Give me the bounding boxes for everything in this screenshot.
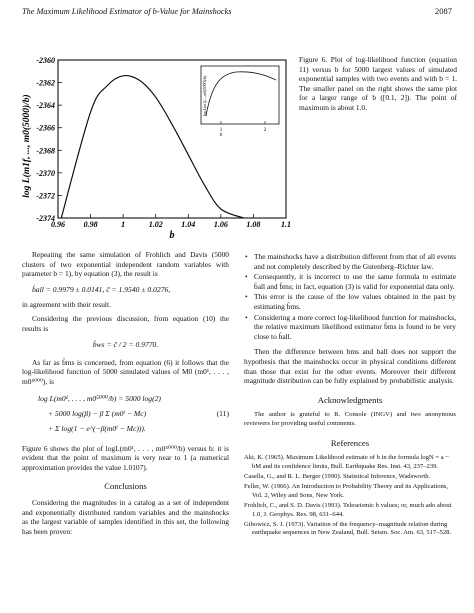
- inset-plot: [201, 66, 279, 138]
- y-tick-label: -2374: [36, 214, 55, 223]
- references-heading: References: [330, 437, 370, 448]
- y-tick-label: -2368: [36, 146, 55, 156]
- inset-x-tick: 1: [219, 128, 223, 133]
- paragraph: Figure 6 shows the plot of logL(m0¹, . . . , m0⁵⁰⁰⁰/b) versus b: it is evident that the point of maximum is very near to 1 (a numerical approximation provides the value 1.0107).: [22, 443, 229, 472]
- reference-item: Gibowicz, S. J. (1973). Variation of the frequency–magnitude relation during earthquake sequences in New Zealand, Bull. Seism. Soc. Am. 63, 517–528.: [244, 520, 452, 537]
- x-tick-label: 1.06: [213, 220, 228, 229]
- x-axis-label: b: [169, 230, 175, 240]
- x-tick-label: 1.1: [281, 220, 291, 229]
- list-item: • The mainshocks have a distribution different from that of all events and not completely described by the Gutenberg–Richter law.: [254, 252, 456, 271]
- reference-item: Aki, K. (1965). Maximum Likelihood estimate of b in the formula logN = a − bM and its confidence limits, Bull. Earthquake Res. Inst. 43, 237–239.: [244, 454, 450, 470]
- y-axis-label: log L(m1f, ..., m0(5000)/b): [22, 94, 32, 198]
- left-column: [22, 250, 229, 536]
- figure-6-chart: [18, 54, 293, 240]
- y-tick-label: -2362: [36, 78, 55, 88]
- x-tick-label: 1.08: [246, 220, 261, 229]
- x-axis-ticks: [51, 214, 291, 229]
- y-tick-label: -2366: [36, 123, 55, 133]
- x-tick-label: 0.98: [83, 220, 98, 229]
- list-item: • Consequently, it is incorrect to use the same formula to estimate b̂all and b̂ms; in fact, equation (3) is valid for exponential data only.: [254, 272, 456, 291]
- y-tick-label: -2372: [36, 191, 55, 201]
- paragraph: Considering the magnitudes in a catalog as a set of independent and exponentially distributed random variables and the mainshocks as the largest variable of samples identified in this set, the following has been proven:: [22, 497, 229, 536]
- list-item: • Considering a more correct log-likelihood function for mainshocks, the relative maximum likelihood estimator b̂ms is found to be very close to b̂all.: [254, 313, 456, 342]
- right-column: [244, 252, 456, 540]
- equation-bws: b̂ws = ĉ / 2 = 0.9770.: [92, 340, 159, 350]
- x-tick-label: 1.04: [181, 220, 196, 229]
- equation-ball: b̂all = 0.9979 ± 0.0141, ĉ = 1.9540 ± 0.0276,: [32, 284, 171, 294]
- inset-x-tick: 2: [263, 128, 267, 133]
- inset-x-label: b: [219, 133, 223, 138]
- conclusions-list: [244, 252, 456, 341]
- running-title: The Maximum Likelihood Estimator of b-Value for Mainshocks: [22, 7, 232, 16]
- acknowledgments-heading: Acknowledgments: [317, 394, 383, 405]
- x-tick-label: 0.96: [51, 220, 65, 229]
- y-tick-label: -2360: [36, 56, 55, 65]
- paragraph: Considering the previous discussion, from equation (10) the results is: [22, 313, 229, 333]
- paragraph: As far as b̂ms is concerned, from equation (6) it follows that the log-likelihood function of 5000 simulated values of M0 (m0¹, . . . , m0⁵⁰⁰⁰), is: [22, 357, 229, 386]
- equation-line: + 5000 log(β) − β Σ (m0ⁱ − Mc): [48, 408, 147, 418]
- reference-item: Frohlich, C., and S. D. Davis (1993). Teleseismic b values; or, much ado about 1.0, J. Geophys. Res. 98, 631–644.: [244, 502, 452, 518]
- equation-line: + Σ log(1 − e^(−β(m0ⁱ − Mc))).: [48, 423, 146, 433]
- equation-11: [22, 394, 229, 438]
- y-tick-label: -2364: [36, 101, 55, 111]
- page-number: 2087: [435, 6, 452, 16]
- references-list: [244, 454, 456, 538]
- figure-caption: Figure 6. Plot of log-likelihood function (equation 11) versus b for 5000 largest values of simulated exponential samples with two events and with b = 1. The smaller panel on the right shows the same plot for a larger range of b ([0.1, 2]). The point of maximum is about 1.0.: [299, 55, 457, 112]
- inset-frame: [201, 66, 279, 124]
- conclusions-heading: Conclusions: [104, 481, 147, 492]
- list-item: • This error is the cause of the low values obtained in the past by estimating b̂ms.: [254, 292, 456, 311]
- reference-item: Casella, G., and R. L. Berger (1990). Statistical Inference, Wadsworth.: [244, 472, 431, 480]
- paragraph: Then the difference between bms and ball does not support the hypothesis that the mainshocks occur in physical conditions different than those that exist for the other events. Moreover their different magnitude distribution can be fully explained by probabilistic analysis.: [244, 347, 456, 386]
- y-tick-label: -2370: [36, 168, 55, 178]
- equation-number: (11): [216, 408, 229, 418]
- inset-y-label: log L(m1f,...,m0(5000)/b): [202, 75, 207, 117]
- paragraph: in agreement with their result.: [22, 300, 111, 310]
- reference-item: Feller, W. (1966). An Introduction to Probability Theory and its Applications, Vol. 2, Wiley and Sons, New York.: [244, 483, 448, 499]
- paragraph: Repeating the same simulation of Frohlich and Davis (5000 clusters of two exponential independent random variables with parameter b = 1), by equation (3), the result is: [22, 250, 229, 279]
- equation-line: log L(m0¹, . . . , m0⁵⁰⁰⁰/b) = 5000 log(2): [38, 393, 161, 403]
- x-tick-label: 1.02: [148, 220, 163, 229]
- x-tick-label: 1: [121, 220, 126, 229]
- acknowledgments-text: The author is grateful to R. Console (INGV) and two anonymous reviewers for providing useful comments.: [244, 411, 456, 427]
